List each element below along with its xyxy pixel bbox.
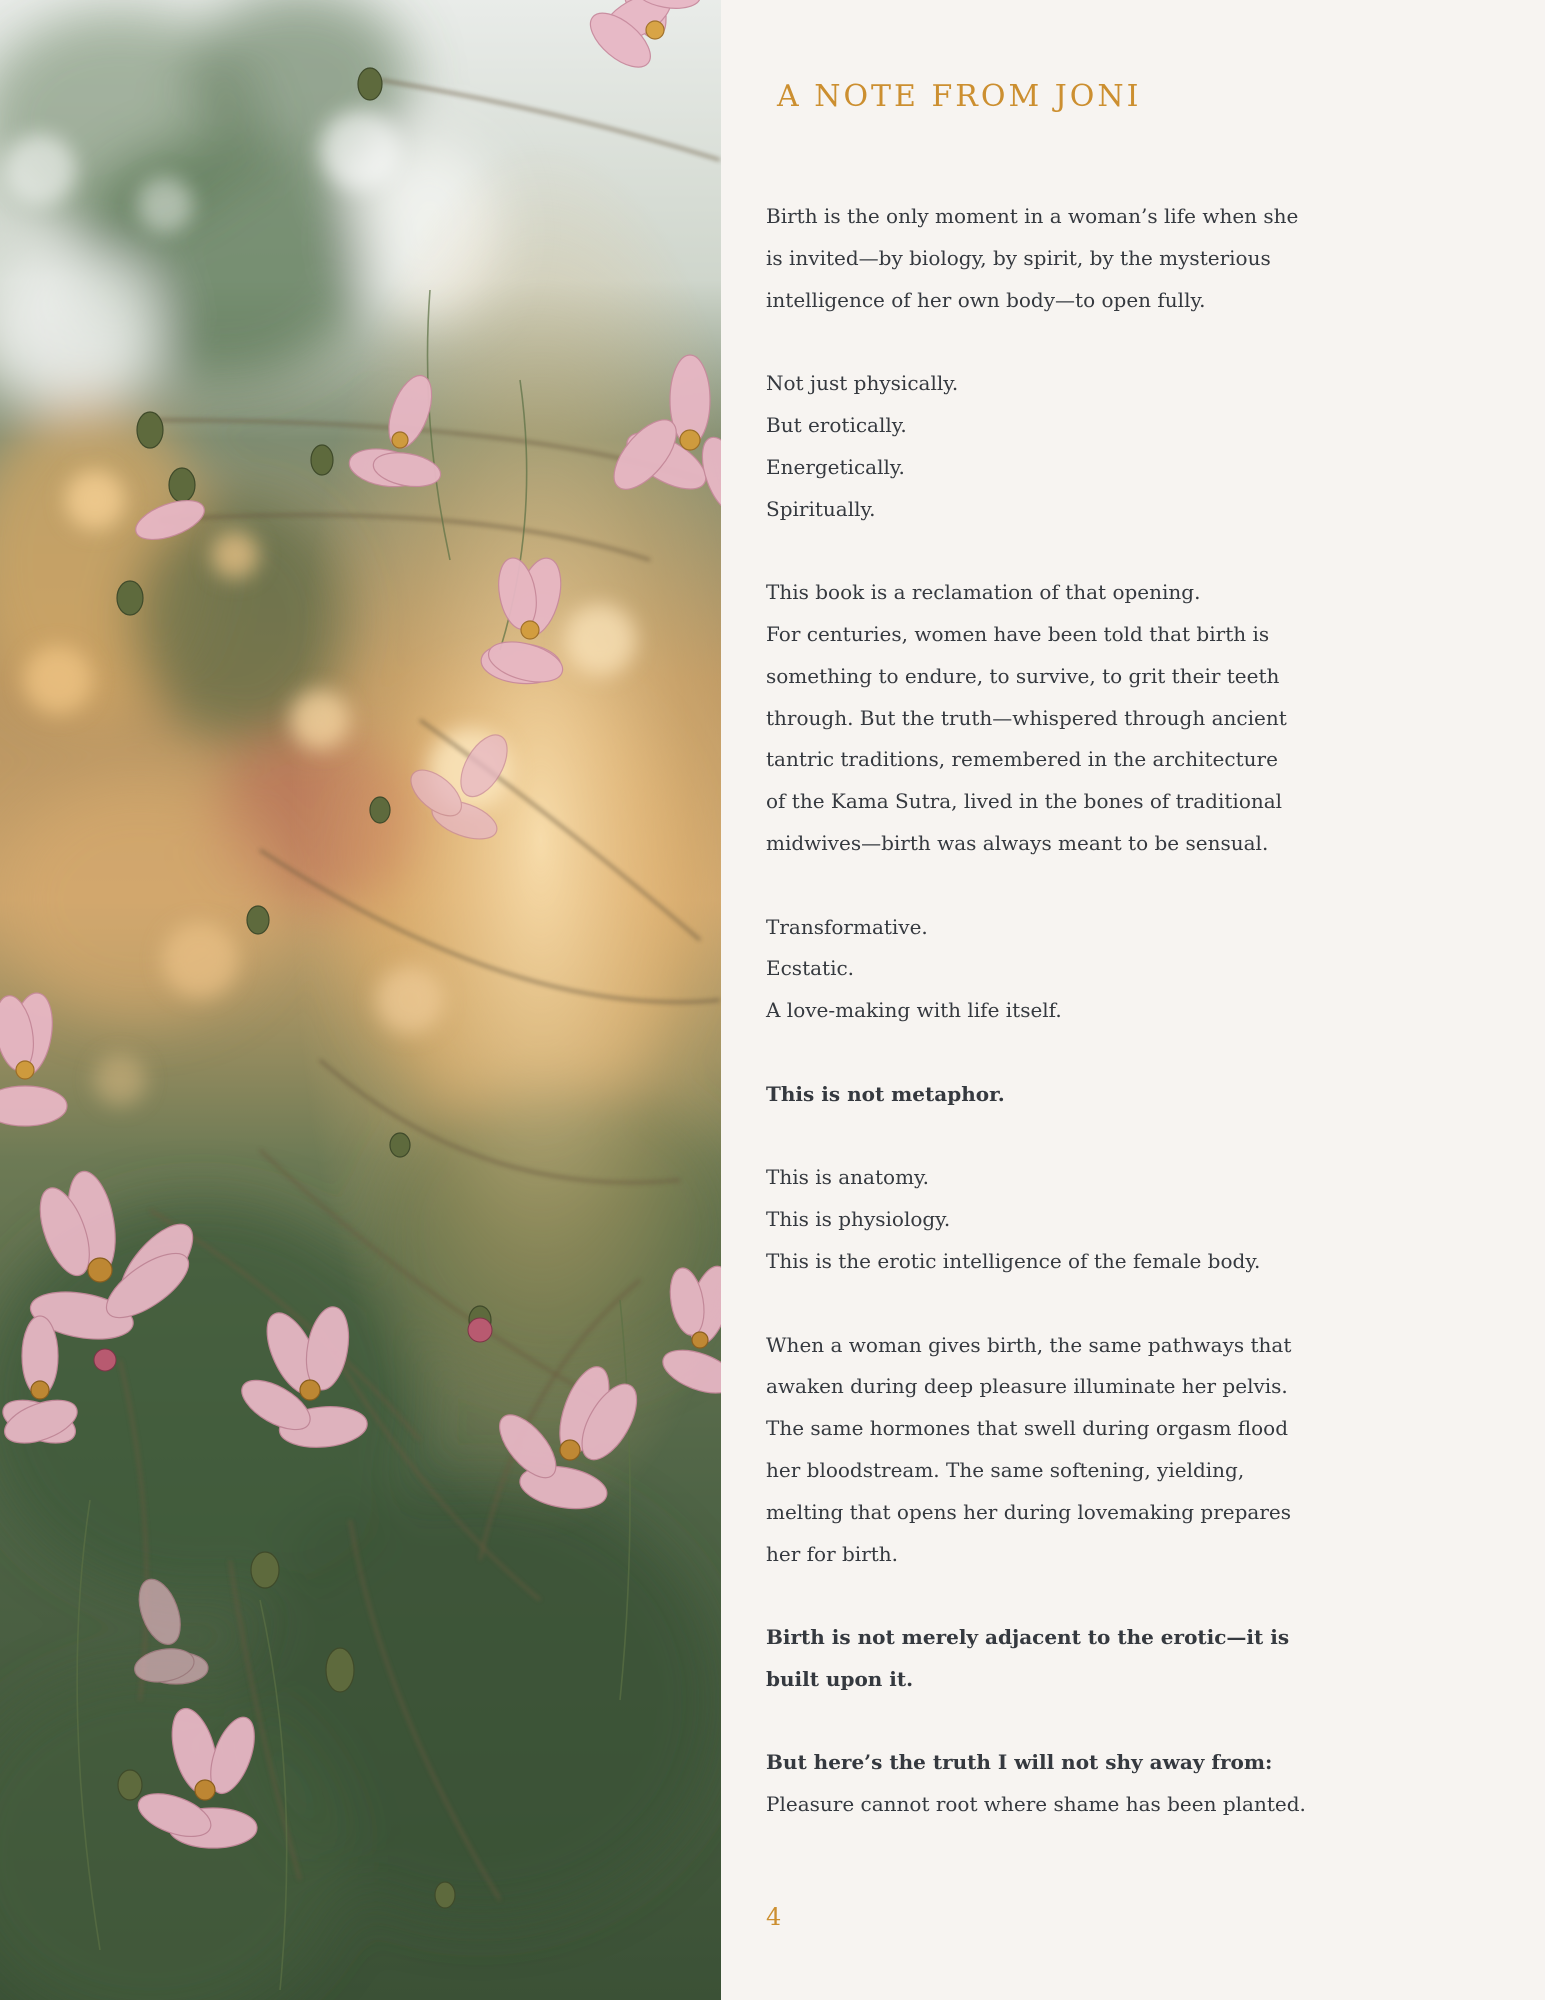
text-line: Energetically. [766,454,905,479]
text-line: Spiritually. [766,496,876,521]
text-line: Pleasure cannot root where shame has been planted. [766,1792,1306,1817]
text-line: midwives—birth was always meant to be sensual. [766,830,1269,855]
text-line: awaken during deep pleasure illuminate her pelvis. [766,1374,1288,1399]
text-line: melting that opens her during lovemaking prepares [766,1499,1292,1524]
text-line: her for birth. [766,1541,899,1566]
text-line: Birth is the only moment in a woman’s life when she [766,204,1299,228]
text-line: But erotically. [766,412,907,437]
text-line: When a woman gives birth, the same pathways that [766,1332,1292,1357]
text-panel [721,0,1545,2000]
text-line: A love-making with life itself. [766,998,1062,1023]
text-line: tantric traditions, remembered in the architecture [766,747,1278,772]
text-line: This book is a reclamation of that opening. [766,580,1201,605]
text-line: of the Kama Sutra, lived in the bones of traditional [766,789,1283,814]
bold-text-line: built upon it. [766,1666,914,1691]
text-line: This is the erotic intelligence of the female body. [766,1248,1261,1273]
text-line: through. But the truth—whispered through ancient [766,705,1287,730]
paragraph [766,1742,1541,1826]
text-line: This is physiology. [766,1207,951,1232]
bold-text-line: But here’s the truth I will not shy away from: [766,1750,1273,1775]
text-line: Ecstatic. [766,956,855,981]
paragraph [766,1157,1541,1282]
text-line: The same hormones that swell during orgasm flood [766,1416,1289,1441]
text-line: Transformative. [766,914,928,939]
paragraph [766,1074,1541,1116]
paragraph [766,572,1541,865]
body-text [766,196,1541,1868]
text-line: intelligence of her own body—to open fully. [766,287,1206,312]
bold-text-line: This is not metaphor. [766,1081,1005,1106]
text-line: For centuries, women have been told that birth is [766,621,1270,646]
text-line: her bloodstream. The same softening, yielding, [766,1457,1245,1482]
text-line: is invited—by biology, by spirit, by the mysterious [766,245,1271,270]
paragraph [766,196,1541,321]
bold-text-line: Birth is not merely adjacent to the erotic—it is [766,1625,1290,1650]
paragraph [766,363,1541,530]
page-number: 4 [766,1903,782,1931]
paragraph [766,1617,1541,1701]
paragraph [766,1325,1541,1576]
cosmos-flowers-photo [0,0,721,2000]
paragraph [766,907,1541,1032]
text-line: something to endure, to survive, to grit their teeth [766,663,1280,688]
page-title: A NOTE FROM JONI [777,79,1142,114]
text-line: This is anatomy. [766,1165,930,1190]
text-line: Not just physically. [766,371,959,396]
